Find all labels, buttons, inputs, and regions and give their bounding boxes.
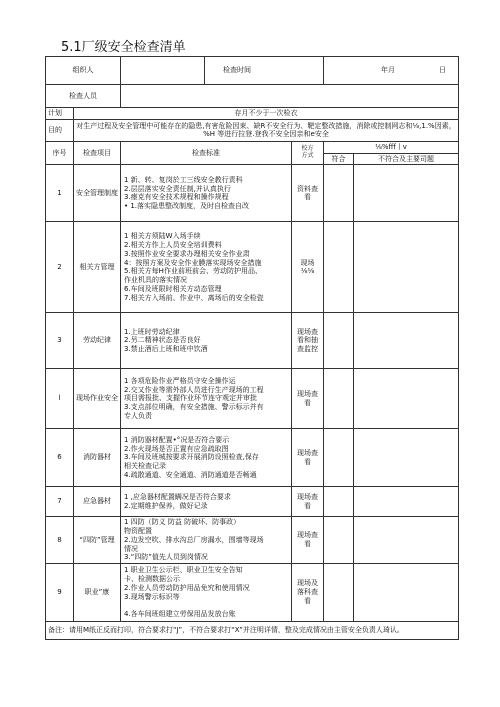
row-item: 现场作业安全 xyxy=(74,369,121,429)
purpose-text xyxy=(74,119,459,141)
inspector-value[interactable] xyxy=(121,85,459,108)
row-standard xyxy=(121,165,292,222)
note-text: 备注：请用M纸正反而打印，符合要求打“J”，不符合要求打“X”并注明详情，整及完成情况由主管安全负责人琦认。 xyxy=(46,622,459,640)
row-no: 8 xyxy=(46,517,74,564)
table-row xyxy=(46,369,459,429)
row-no: l xyxy=(46,369,74,429)
row-method: 现场查看 xyxy=(292,429,324,487)
row-nonconform-cell[interactable] xyxy=(354,222,459,313)
standard-line: 5.相关方每H作业前班前会、劳动防护用品、 xyxy=(124,267,262,276)
purpose-row xyxy=(46,119,459,141)
col-conform-header: 符合 xyxy=(324,153,354,165)
row-nonconform-cell[interactable] xyxy=(354,313,459,369)
standard-line: 2.相关方作上人员安全培训费料 xyxy=(124,241,222,249)
standard-line: 2.层层落实安全责任制,并认真执行 xyxy=(124,184,231,193)
inspector-label: 检查人员 xyxy=(46,85,121,108)
standard-line: 2.作火现场是否正置有应急疏取图 xyxy=(124,444,229,453)
plan-label: 计划 xyxy=(46,108,74,120)
checklist-table xyxy=(45,56,459,640)
header-row-top xyxy=(46,141,459,153)
standard-line: 4.各车间班组建立劳保用品发放台账 xyxy=(124,610,236,618)
row-standard xyxy=(121,564,292,622)
row-conform-cell[interactable] xyxy=(324,429,354,487)
organizer-label: 组织人 xyxy=(46,57,121,85)
plan-row xyxy=(46,108,459,120)
row-no: 6 xyxy=(46,429,74,487)
row-no: 2 xyxy=(46,222,74,313)
row-no: 7 xyxy=(46,487,74,517)
col-item-header: 检查项目 xyxy=(74,141,121,165)
row-standard xyxy=(121,313,292,369)
organizer-row xyxy=(46,57,459,85)
row-no: 1 xyxy=(46,165,74,222)
table-row xyxy=(46,487,459,517)
standard-line: 作业机具的落实情况 xyxy=(124,276,187,284)
col-standard-header: 检查标准 xyxy=(121,141,292,165)
standard-line: 物资配置 xyxy=(124,527,152,535)
standard-line: 4.疏散通道、安全通道、消防通道是否畅通 xyxy=(124,470,257,479)
row-item: 应急器材 xyxy=(74,487,121,517)
col-nonconform-header: 不符合及主要司题 xyxy=(354,153,459,165)
standard-line: 1 消防器材配置•°况是否符合要示 xyxy=(124,435,230,444)
standard-line: 6.车间及班限时相关方动态管理 xyxy=(124,284,222,293)
organizer-value[interactable] xyxy=(121,57,205,85)
standard-line xyxy=(124,601,289,610)
table-row xyxy=(46,222,459,313)
standard-line: 2.另二精神状态是否良好 xyxy=(124,336,201,345)
row-method: 资料查看 xyxy=(292,165,324,222)
row-item: 消防器材 xyxy=(74,429,121,487)
row-nonconform-cell[interactable] xyxy=(354,429,459,487)
inspector-row xyxy=(46,85,459,108)
month-label: 年月 xyxy=(381,66,395,75)
row-item: 安全管理制度 xyxy=(74,165,121,222)
standard-line: 4：按照方案及安全作业膜落实现场安全措施 xyxy=(124,258,262,267)
standard-line: 3.禁止酒后上班和班中饮酒 xyxy=(124,345,208,354)
row-conform-cell[interactable] xyxy=(324,564,354,622)
row-method: 现场 ⅛⅛ xyxy=(292,222,324,313)
row-no: 9 xyxy=(46,564,74,622)
purpose-text-right: 等进行拉登.登我不安全因亲和e安全 xyxy=(217,130,329,139)
standard-line: 2.交又作业等需外部人员进行生产现场的工程 xyxy=(124,385,264,394)
row-standard xyxy=(121,429,292,487)
row-item: 相关方管理 xyxy=(74,222,121,313)
standard-line: 7.相关方入场前、作业中、离场后的安全检瓷 xyxy=(124,293,264,302)
plan-text: 存月不少于一次检衣 xyxy=(74,108,459,120)
col-method-header: 校方 方式 xyxy=(292,141,324,165)
row-conform-cell[interactable] xyxy=(324,222,354,313)
row-nonconform-cell[interactable] xyxy=(354,517,459,564)
standard-line: 1 新、转、复岗於工三线安全教行责科 xyxy=(124,175,243,184)
standard-line: 3.“四防”值先人员到岗情况 xyxy=(124,553,208,562)
day-label: 日 xyxy=(439,66,446,75)
standard-line: 情况 xyxy=(124,544,138,553)
row-standard xyxy=(121,487,292,517)
row-conform-cell[interactable] xyxy=(324,487,354,517)
standard-line: 3.支点部位明确，有安全措施、警示标示并有 xyxy=(124,403,264,412)
checklist-rows xyxy=(46,165,459,622)
table-row xyxy=(46,165,459,222)
row-conform-cell[interactable] xyxy=(324,369,354,429)
row-conform-cell[interactable] xyxy=(324,165,354,222)
row-nonconform-cell[interactable] xyxy=(354,487,459,517)
row-conform-cell[interactable] xyxy=(324,313,354,369)
table-row xyxy=(46,564,459,622)
table-row xyxy=(46,517,459,564)
time-label: 检查时间 xyxy=(205,57,324,85)
row-nonconform-cell[interactable] xyxy=(354,165,459,222)
standard-line: 1 相关方须陆W入场手续 xyxy=(124,232,201,241)
note-row xyxy=(46,622,459,640)
row-method: 现场查看 xyxy=(292,487,324,517)
standard-line: 1 ,应急器材配置瞒况是否符合要求 xyxy=(124,493,231,501)
row-conform-cell[interactable] xyxy=(324,517,354,564)
standard-line: 1.上班时劳动纪律 xyxy=(124,327,180,336)
row-no: 3 xyxy=(46,313,74,369)
row-nonconform-cell[interactable] xyxy=(354,564,459,622)
standard-line: 1 各项危险作业严格员守安全操作运 xyxy=(124,376,236,385)
page-title: 5.1厂级安全检查清单 xyxy=(61,40,186,55)
standard-line: 项目需报批、支握作业环节连守观定并审批 xyxy=(124,394,257,403)
row-item: 职业”康 xyxy=(74,564,121,622)
standard-line: 2.定期维护保养，做好记录 xyxy=(124,501,208,510)
standard-line: • 1.落实隐患整改制度，及时自检查自改 xyxy=(124,202,250,210)
col-result-header: ⅛%fff丨v xyxy=(324,141,459,153)
purpose-text-main: 对生产过程及安全管理中可能存在的隐患,有害危险因束、缺R不安全行为、靶定整改措施，消除或控制网志和⅛,1.%因素，%H xyxy=(76,121,456,139)
standard-line: 专人负责 xyxy=(124,411,152,420)
row-method: 现场查看 xyxy=(292,517,324,564)
col-no-header: 序号 xyxy=(46,141,74,165)
row-method: 现场查看 xyxy=(292,369,324,429)
standard-line: 2.作业人员劳动防护用品免究和使用情况 xyxy=(124,583,250,592)
table-row xyxy=(46,313,459,369)
row-standard xyxy=(121,369,292,429)
row-item: 劳动纪律 xyxy=(74,313,121,369)
standard-line: 1 四防（防义 防益 防破坏、防事政） xyxy=(124,518,241,527)
time-value[interactable] xyxy=(324,57,459,85)
row-standard xyxy=(121,222,292,313)
table-row xyxy=(46,429,459,487)
standard-line: 3.按照作业安全要求办理相关安全作业肃 xyxy=(124,249,250,258)
standard-line: 3.瘗克有安全技术规程和操作规程 xyxy=(124,193,229,202)
row-nonconform-cell[interactable] xyxy=(354,369,459,429)
row-method: 现场查看和抽查监控 xyxy=(292,313,324,369)
standard-line: 相关检查记录 xyxy=(124,462,166,471)
row-method: 现场及落科查看 xyxy=(292,564,324,622)
standard-line: 2.边发空吹、排水沟总厂房漏水，围墙等现场 xyxy=(124,535,264,544)
row-standard xyxy=(121,517,292,564)
standard-line: 卡、检测数据公示 xyxy=(124,575,180,583)
standard-line: 3.现场警示标识等 xyxy=(124,592,180,601)
purpose-label: 目的 xyxy=(46,119,74,141)
standard-line: 1 职业卫生公示栏、职业卫生安全告知 xyxy=(124,566,243,575)
standard-line: 3.车间及班城按要求开展消防设照检查,保存 xyxy=(124,453,259,462)
row-item: “四防”管理 xyxy=(74,517,121,564)
